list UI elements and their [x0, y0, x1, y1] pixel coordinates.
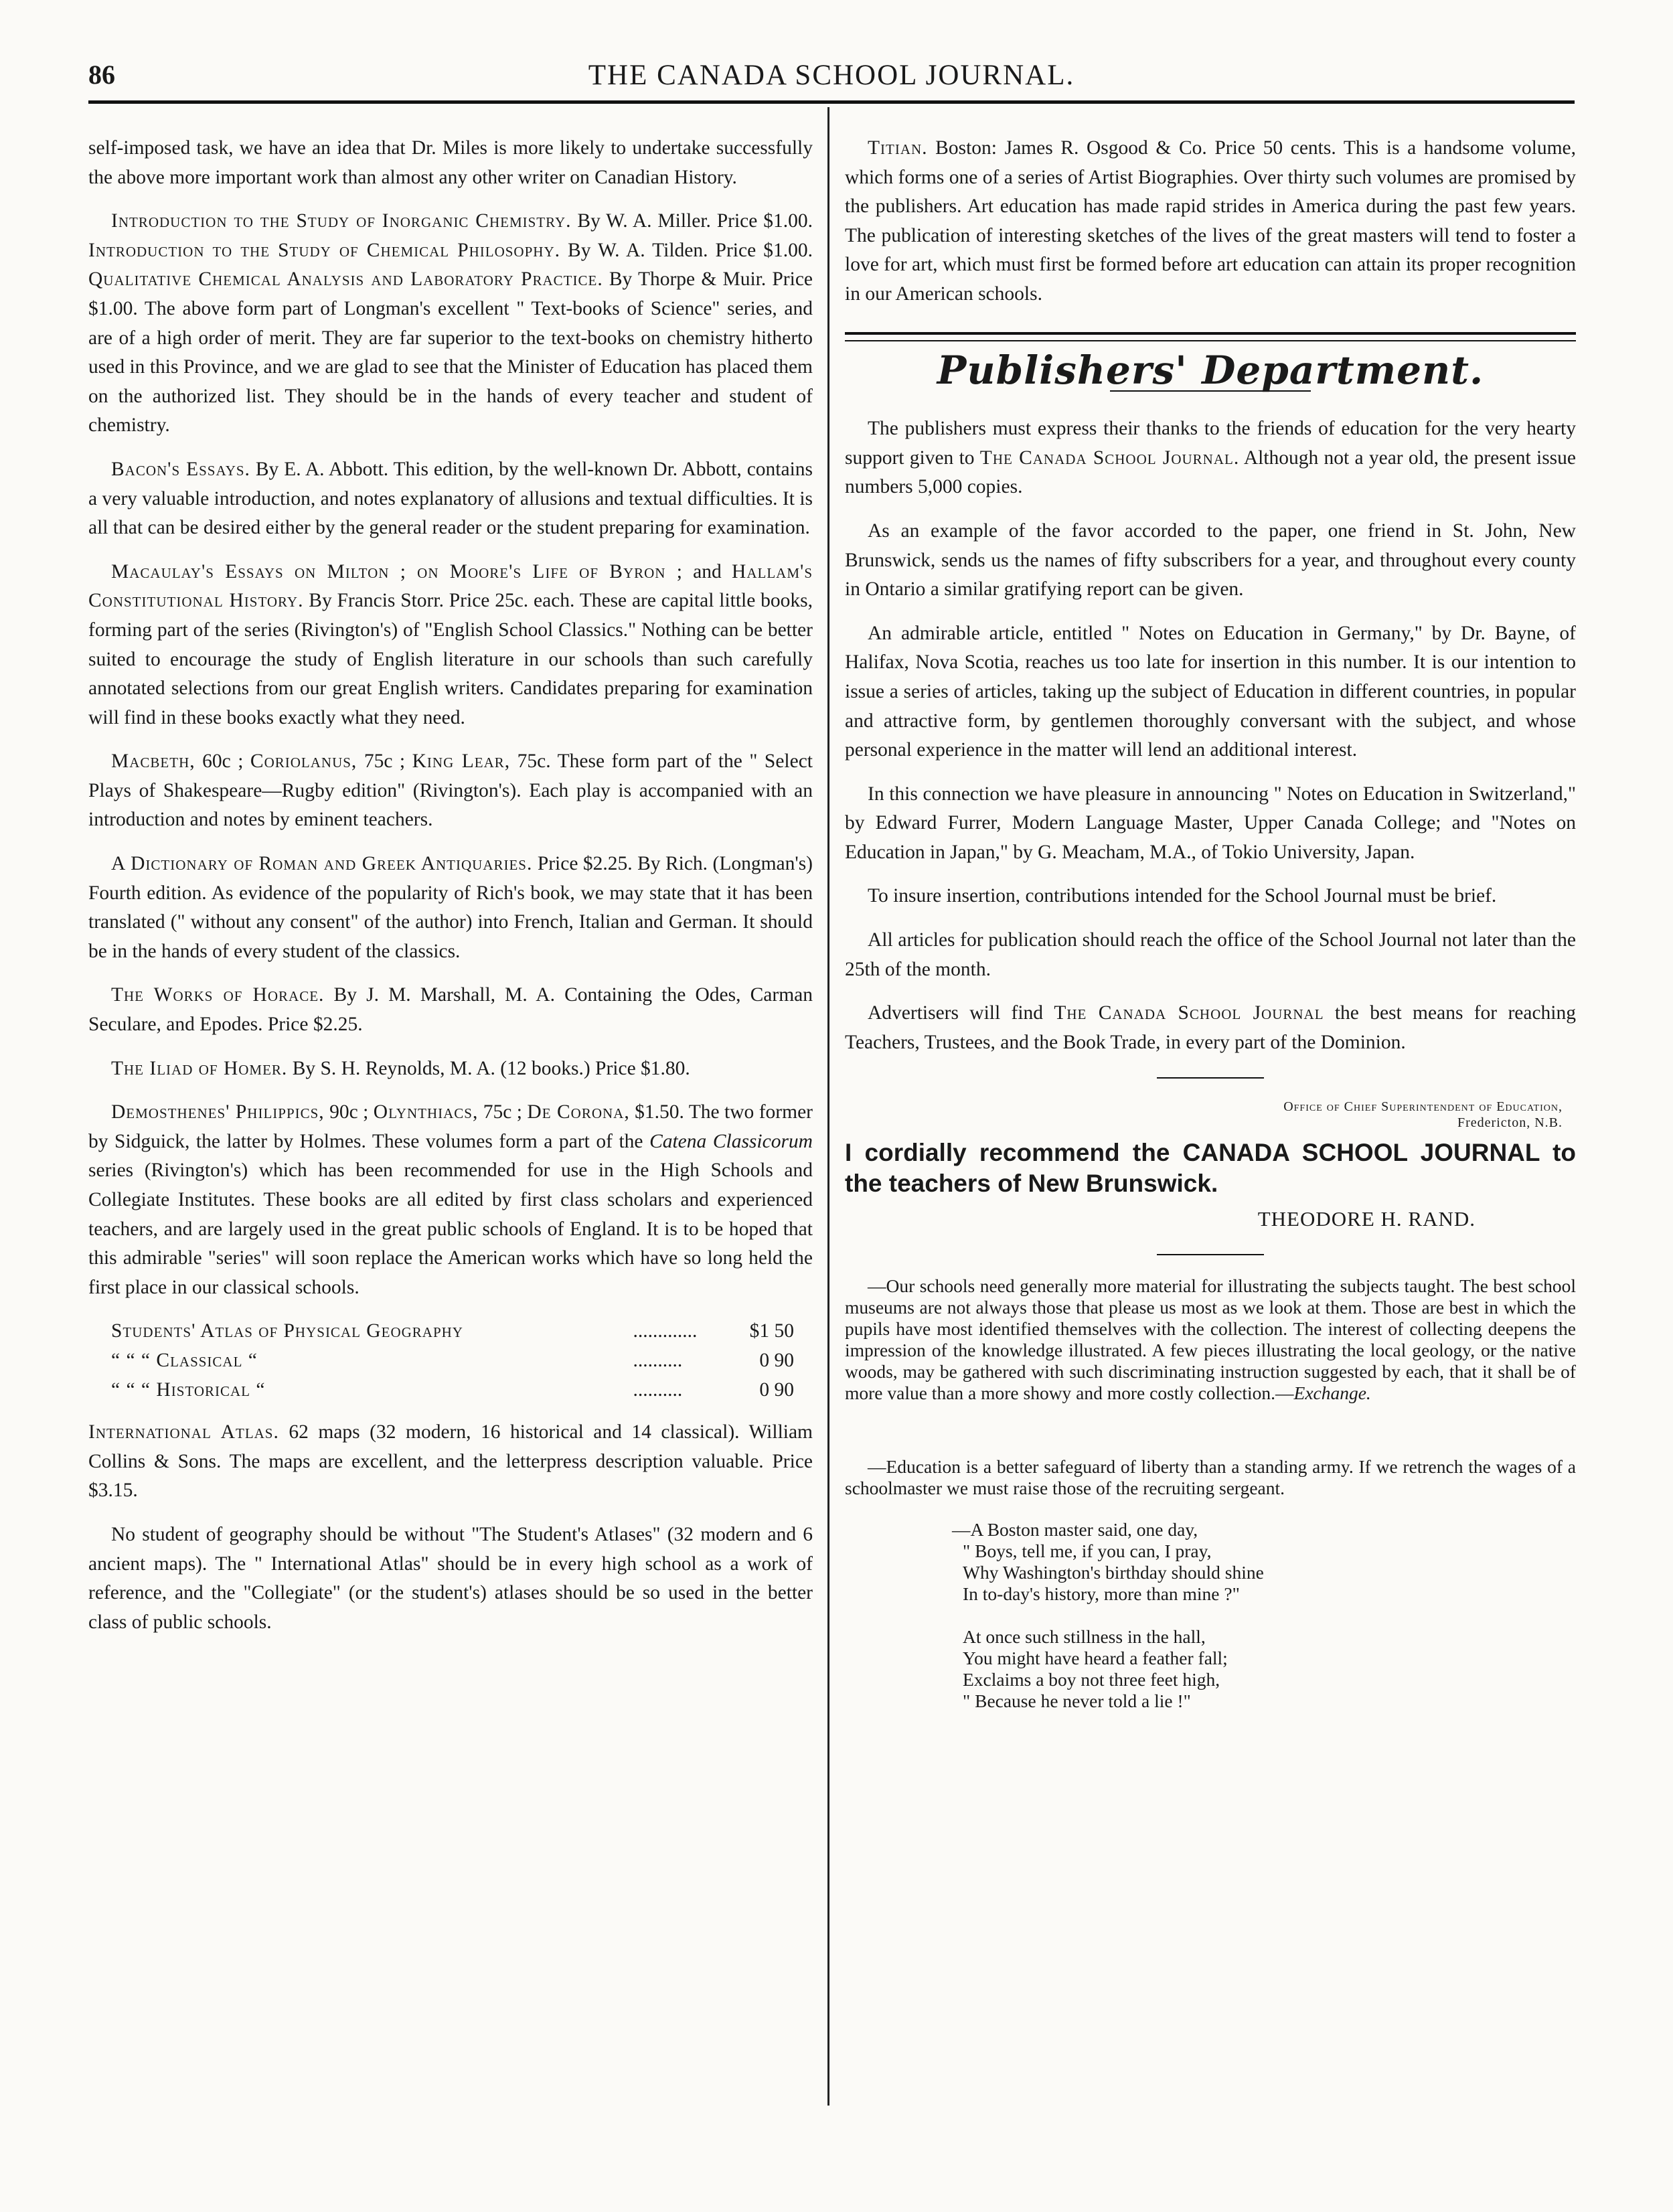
- leader-dots: ..........: [633, 1378, 683, 1401]
- paragraph: —Our schools need generally more material for illustrating the subjects taught. The best school museums are not always those that please us most as we look at them. Those are best in which the pupils have most identified themselves with the collection. The interest of collecting deepens the impression of the knowledge illustrated. A few pieces illustrating the local geology, or the native woods, may be gathered with such discriminating instruction suggested by each, that it shall be of more value than a more showy and more costly collection.—Exchange.: [845, 1275, 1576, 1404]
- book-title: Introduction to the Study of Inorganic Chemistry.: [111, 210, 572, 232]
- poem-line: At once such stillness in the hall,: [963, 1626, 1206, 1648]
- book-title: A Dictionary of Roman and Greek Antiquaries.: [111, 853, 533, 875]
- paragraph: An admirable article, entitled " Notes on Education in Germany," by Dr. Bayne, of Halifax, Nova Scotia, reaches us too late for insertion in this number. It is our intention to issue a series of articles, taking up the subject of Education in different countries, in popular and attractive form, by gentlemen thoroughly conversant with the subject, and whose personal experience in the matter will lend an additional interest.: [845, 622, 1576, 761]
- book-title: Titian.: [868, 137, 928, 159]
- poem-line: Exclaims a boy not three feet high,: [963, 1669, 1220, 1690]
- review-shakespeare: Macbeth, 60c ; Coriolanus, 75c ; King Lear, 75c. These form part of the " Select Plays of Shakespeare—Rugby edition" (Rivington's). Each play is accompanied with an introduction and notes by eminent teachers.: [88, 750, 813, 831]
- leader-dots: .............: [633, 1320, 698, 1342]
- book-title: De Corona,: [527, 1101, 630, 1123]
- office-line: Office of Chief Superintendent of Education,: [1283, 1099, 1563, 1115]
- book-title: Qualitative Chemical Analysis and Laboratory Practice.: [88, 268, 603, 291]
- leader-dots: ..........: [633, 1349, 683, 1371]
- book-title: Coriolanus,: [250, 750, 357, 773]
- running-title: THE CANADA SCHOOL JOURNAL.: [588, 60, 1075, 91]
- book-title: King Lear,: [412, 750, 511, 773]
- review-chemistry: Introduction to the Study of Inorganic Chemistry. By W. A. Miller. Price $1.00. Introduction to the Study of Chemical Philosophy. By W. A. Tilden. Price $1.00. Qualitative Chemical Analysis and Laboratory Practice. By Thorpe & Muir. Price $1.00. The above form part of Longman's excellent " Text-books of Science" series, and are of a high order of merit. They are far superior to the text-books on chemistry hitherto used in this Province, and we are glad to see that the Minister of Education has placed them on the authorized list. They should be in the hands of every teacher and student of chemistry.: [88, 210, 813, 437]
- book-title: Olynthiacs,: [373, 1101, 479, 1123]
- book-title: Demosthenes' Philippics,: [111, 1101, 325, 1123]
- page-number: 86: [88, 60, 115, 90]
- atlas-price-list: [111, 1317, 794, 1405]
- book-title: International Atlas.: [88, 1421, 279, 1443]
- book-title: Hallam's Constitutional History.: [88, 560, 813, 612]
- review-international-atlas: International Atlas. 62 maps (32 modern, 16 historical and 14 classical). William Collins & Sons. The maps are excellent, and the letterpress description valuable. Price $3.15.: [88, 1421, 813, 1502]
- atlas-label: “ “ “ Classical “: [111, 1349, 258, 1371]
- stanza: [952, 1626, 1576, 1712]
- spacer: [845, 1419, 1576, 1456]
- table-row: [111, 1376, 794, 1405]
- paragraph: self-imposed task, we have an idea that Dr. Miles is more likely to undertake successfully the above more important work than almost any other writer on Canadian History.: [88, 137, 813, 188]
- book-title: Introduction to the Study of Chemical Philosophy.: [88, 239, 560, 261]
- office-address: [845, 1099, 1563, 1131]
- paragraph: As an example of the favor accorded to the paper, one friend in St. John, New Brunswick, sends us the names of fifty subscribers for a year, and throughout every county in Ontario a similar gratifying report can be given.: [845, 520, 1576, 601]
- signature: THEODORE H. RAND.: [1257, 1207, 1476, 1231]
- section-heading: Publishers' Department.: [937, 347, 1484, 393]
- book-title: Bacon's Essays.: [111, 458, 250, 480]
- poem-line: In to-day's history, more than mine ?": [963, 1583, 1240, 1605]
- poem-line: " Boys, tell me, if you can, I pray,: [963, 1540, 1212, 1562]
- atlas-price: 0 90: [759, 1349, 794, 1371]
- right-column: [845, 134, 1576, 1733]
- paragraph: In this connection we have pleasure in announcing " Notes on Education in Switzerland," by Edward Furrer, Modern Language Master, Upper Canada College; and "Notes on Education in Japan," by G. Meacham, M.A., of Tokio University, Japan.: [845, 783, 1576, 863]
- poem-line: —A Boston master said, one day,: [952, 1519, 1198, 1540]
- table-row: [111, 1317, 794, 1346]
- header-rule: [88, 100, 1575, 104]
- recommendation: I cordially recommend the CANADA SCHOOL JOURNAL to the teachers of New Brunswick.: [845, 1139, 1576, 1198]
- book-title: The Iliad of Homer.: [111, 1057, 288, 1079]
- section-rule: [845, 332, 1576, 335]
- left-column: [88, 134, 813, 1652]
- review-dictionary: A Dictionary of Roman and Greek Antiquaries. Price $2.25. By Rich. (Longman's) Fourth edition. As evidence of the popularity of Rich's book, we may state that it has been translated (" without any consent" of the author) into French, Italian and German. It should be in the hands of every student of the classics.: [88, 853, 813, 962]
- page-header: [88, 59, 1575, 99]
- paragraph: —Education is a better safeguard of liberty than a standing army. If we retrench the wages of a schoolmaster we must raise those of the recruiting sergeant.: [845, 1456, 1576, 1499]
- column-divider: [827, 107, 829, 2106]
- paragraph: Advertisers will find The Canada School Journal the best means for reaching Teachers, Trustees, and the Book Trade, in every part of the Dominion.: [845, 1002, 1577, 1053]
- poem: [952, 1519, 1576, 1712]
- source: Exchange.: [1293, 1382, 1371, 1404]
- atlas-label: Students' Atlas of Physical Geography: [111, 1320, 463, 1342]
- review-demosthenes: Demosthenes' Philippics, 90c ; Olynthiacs, 75c ; De Corona, $1.50. The two former by Sidguick, the latter by Holmes. These volumes form a part of the Catena Classicorum series (Rivington's) which has been recommended for use in the High Schools and Collegiate Institutes. These books are all edited by first class scholars and experienced teachers, and are largely used in the great public schools of England. It is to be hoped that this admirable "series" will soon replace the American works which have so long held the first place in our classical schools.: [88, 1101, 813, 1298]
- atlas-label: “ “ “ Historical “: [111, 1378, 266, 1401]
- divider: [1157, 1077, 1264, 1079]
- review-bacon: Bacon's Essays. By E. A. Abbott. This edition, by the well-known Dr. Abbott, contains a very valuable introduction, and notes explanatory of allusions and textual difficulties. It is all that can be desired either by the general reader or the student preparing for examination.: [88, 458, 813, 539]
- poem-line: " Because he never told a lie !": [963, 1690, 1191, 1712]
- poem-line: Why Washington's birthday should shine: [963, 1562, 1264, 1583]
- review-horace: The Works of Horace. By J. M. Marshall, M. A. Containing the Odes, Carman Seculare, and Epodes. Price $2.25.: [88, 984, 813, 1036]
- paragraph: The publishers must express their thanks to the friends of education for the very hearty support given to The Canada School Journal. Although not a year old, the present issue numbers 5,000 copies.: [845, 418, 1576, 498]
- book-title: The Works of Horace.: [111, 984, 325, 1006]
- poem-line: You might have heard a feather fall;: [963, 1648, 1228, 1669]
- table-row: [111, 1346, 794, 1376]
- divider: [1157, 1254, 1264, 1255]
- review-macaulay: Macaulay's Essays on Milton ; on Moore's Life of Byron ; and Hallam's Constitutional History. By Francis Storr. Price 25c. each. These are capital little books, forming part of the series (Rivington's) of "English School Classics." Nothing can be better suited to encourage the study of English literature in our schools than such carefully annotated selections from our great English writers. Candidates preparing for examination will find in these books exactly what they need.: [88, 560, 813, 728]
- atlas-price: 0 90: [759, 1378, 794, 1401]
- paragraph: All articles for publication should reach the office of the School Journal not later than the 25th of the month.: [845, 929, 1576, 980]
- review-titian: Titian. Boston: James R. Osgood & Co. Price 50 cents. This is a handsome volume, which forms one of a series of Artist Biographies. Over thirty such volumes are promised by the publishers. Art education has made rapid strides in America during the past few years. The publication of interesting sketches of the lives of the great masters will tend to foster a love for art, which must first be formed before art education can attain its proper recognition in our American schools.: [845, 137, 1576, 305]
- office-line: Fredericton, N.B.: [1457, 1115, 1563, 1131]
- stanza: [952, 1519, 1576, 1605]
- atlas-price: $1 50: [749, 1320, 794, 1342]
- journal-name: The Canada School Journal: [1054, 1002, 1324, 1024]
- paragraph: No student of geography should be without "The Student's Atlases" (32 modern and 6 ancient maps). The " International Atlas" should be in every high school as a work of reference, and the "Collegiate" (or the student's) atlases should be so used in the better class of public schools.: [88, 1523, 813, 1633]
- series-title: Catena Classicorum: [649, 1130, 813, 1152]
- book-title: Macaulay's Essays on Milton ; on Moore's Life of Byron ;: [111, 560, 683, 582]
- review-iliad: The Iliad of Homer. By S. H. Reynolds, M. A. (12 books.) Price $1.80.: [111, 1057, 690, 1079]
- paragraph: To insure insertion, contributions intended for the School Journal must be brief.: [868, 885, 1497, 907]
- book-title: Macbeth,: [111, 750, 195, 773]
- journal-name: The Canada School Journal.: [979, 447, 1240, 469]
- section-rule: [845, 340, 1576, 341]
